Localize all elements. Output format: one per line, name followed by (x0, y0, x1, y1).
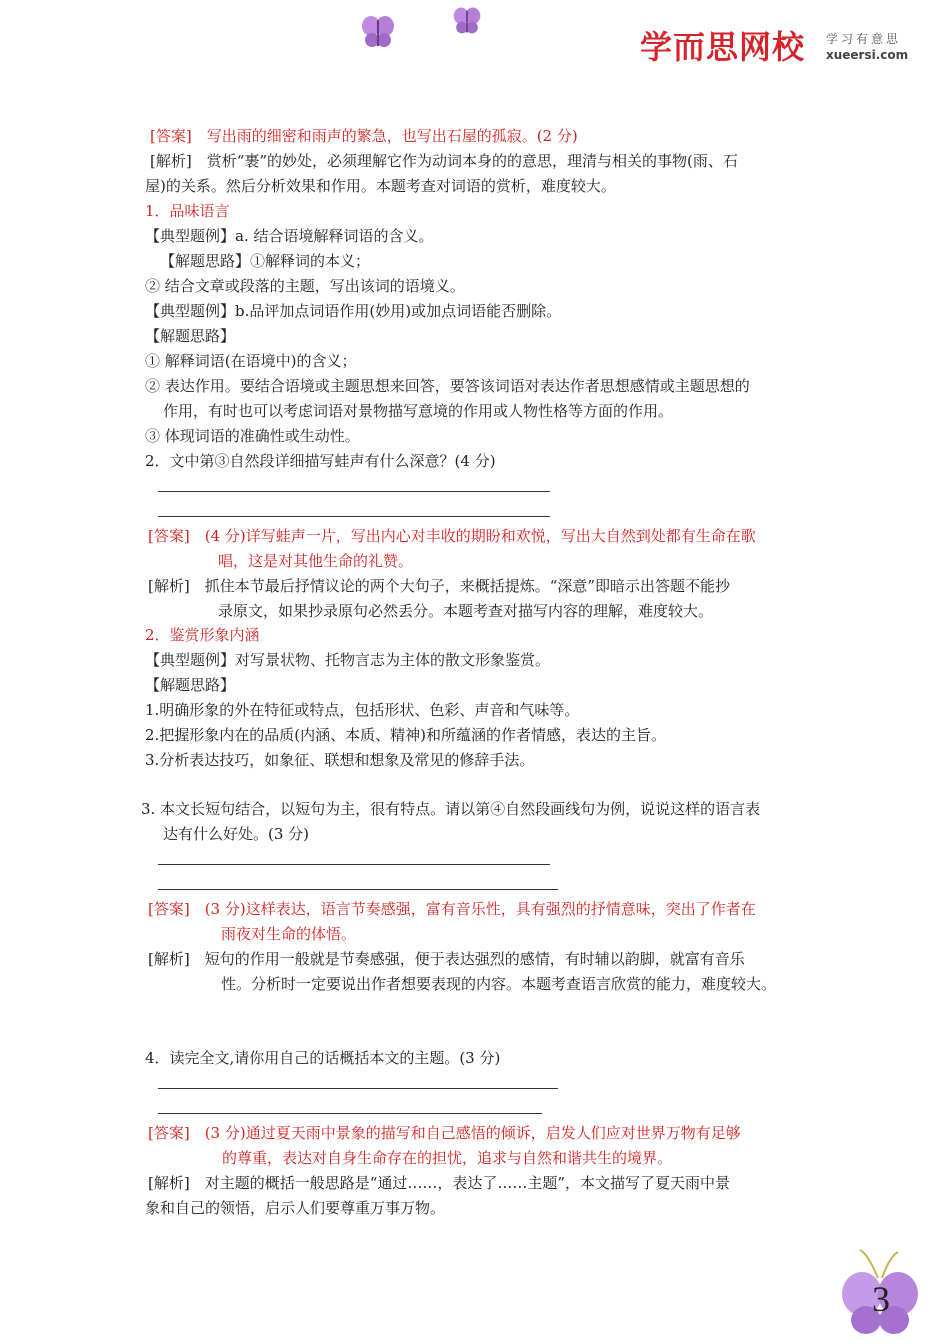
text-line: 【典型题例】b.品评加点词语作用(妙用)或加点词语能否删除。 (145, 302, 562, 320)
text-line: 作用，有时也可以考虑词语对景物描写意境的作用或人物性格等方面的作用。 (163, 402, 674, 420)
answer-blank[interactable] (158, 1113, 542, 1114)
text-line: 【解题思路】 (145, 327, 236, 345)
question-2: 2．文中第③自然段详细描写蛙声有什么深意？(4 分) (145, 452, 496, 470)
answer-2-cont: 唱，这是对其他生命的礼赞。 (218, 552, 414, 570)
analysis-4-cont: 象和自己的领悟，启示人们要尊重万事万物。 (145, 1199, 446, 1217)
answer-blank[interactable] (158, 889, 558, 890)
answer-3-cont: 雨夜对生命的体悟。 (221, 925, 357, 943)
answer-blank[interactable] (158, 1088, 558, 1089)
text-line: 【典型题例】对写景状物、托物言志为主体的散文形象鉴赏。 (145, 651, 551, 669)
text-line: 【解题思路】①解释词的本义； (160, 252, 371, 270)
brand-logo: 学而思网校 (640, 28, 806, 66)
section-heading: 2．鉴赏形象内涵 (145, 626, 260, 644)
question-3: 3. 本文长短句结合，以短句为主，很有特点。请以第④自然段画线句为例，说说这样的语言表 (141, 800, 761, 818)
answer-blank[interactable] (158, 516, 550, 517)
analysis-1: [解析] 赏析“裹”的妙处，必须理解它作为动词本身的的意思，理清与相关的事物(雨、石 (150, 152, 738, 170)
text-line: 2.把握形象内在的品质(内涵、本质、精神)和所蕴涵的作者情感，表达的主旨。 (145, 726, 667, 744)
answer-2: [答案] (4 分)详写蛙声一片，写出内心对丰收的期盼和欢悦，写出大自然到处都有生命在歌 (148, 527, 756, 545)
answer-4-cont: 的尊重，表达对自身生命存在的担忧，追求与自然和谐共生的境界。 (222, 1149, 673, 1167)
answer-3: [答案] (3 分)这样表达，语言节奏感强，富有音乐性，具有强烈的抒情意味，突出了作者在 (148, 900, 756, 918)
analysis-4: [解析] 对主题的概括一般思路是“通过……，表达了……主题”，本文描写了夏天雨中景 (148, 1174, 731, 1192)
answer-4: [答案] (3 分)通过夏天雨中景象的描写和自己感悟的倾诉，启发人们应对世界万物有足够 (148, 1124, 741, 1142)
text-line: 3.分析表达技巧，如象征、联想和想象及常见的修辞手法。 (145, 751, 535, 769)
analysis-2: [解析] 抓住本节最后抒情议论的两个大句子，来概括提炼。“深意”即暗示出答题不能抄 (148, 577, 731, 595)
page-number: 3 (872, 1279, 890, 1319)
text-line: ② 结合文章或段落的主题，写出该词的语境义。 (145, 277, 465, 295)
butterfly-icon (360, 12, 396, 50)
brand-url: xueersi.com (826, 48, 909, 62)
analysis-3-cont: 性。分析时一定要说出作者想要表现的内容。本题考查语言欣赏的能力，难度较大。 (221, 975, 777, 993)
text-line: ① 解释词语(在语境中)的含义； (145, 352, 357, 370)
answer-blank[interactable] (158, 491, 550, 492)
analysis-2-cont: 录原文，如果抄录原句必然丢分。本题考查对描写内容的理解，难度较大。 (218, 602, 714, 620)
text-line: 【解题思路】 (145, 676, 236, 694)
answer-1: [答案] 写出雨的细密和雨声的繁急，也写出石屋的孤寂。(2 分) (150, 127, 578, 145)
analysis-1-cont: 屋)的关系。然后分析效果和作用。本题考查对词语的赏析，难度较大。 (145, 177, 616, 195)
text-line: 【典型题例】a. 结合语境解释词语的含义。 (145, 227, 434, 245)
question-4: 4．读完全文,请你用自己的话概括本文的主题。(3 分) (145, 1049, 501, 1067)
text-line: 1.明确形象的外在特征或特点，包括形状、色彩、声音和气味等。 (145, 701, 580, 719)
question-3-cont: 达有什么好处。(3 分) (163, 825, 310, 843)
text-line: ② 表达作用。要结合语境或主题思想来回答，要答该词语对表达作者思想感情或主题思想的 (145, 377, 750, 395)
text-line: ③ 体现词语的准确性或生动性。 (145, 427, 360, 445)
butterfly-icon (452, 4, 482, 36)
brand-slogan: 学习有意思 (826, 32, 902, 46)
section-heading: 1．品味语言 (145, 202, 230, 220)
analysis-3: [解析] 短句的作用一般就是节奏感强，便于表达强烈的感情，有时辅以韵脚，就富有音乐 (148, 950, 745, 968)
answer-blank[interactable] (158, 864, 550, 865)
